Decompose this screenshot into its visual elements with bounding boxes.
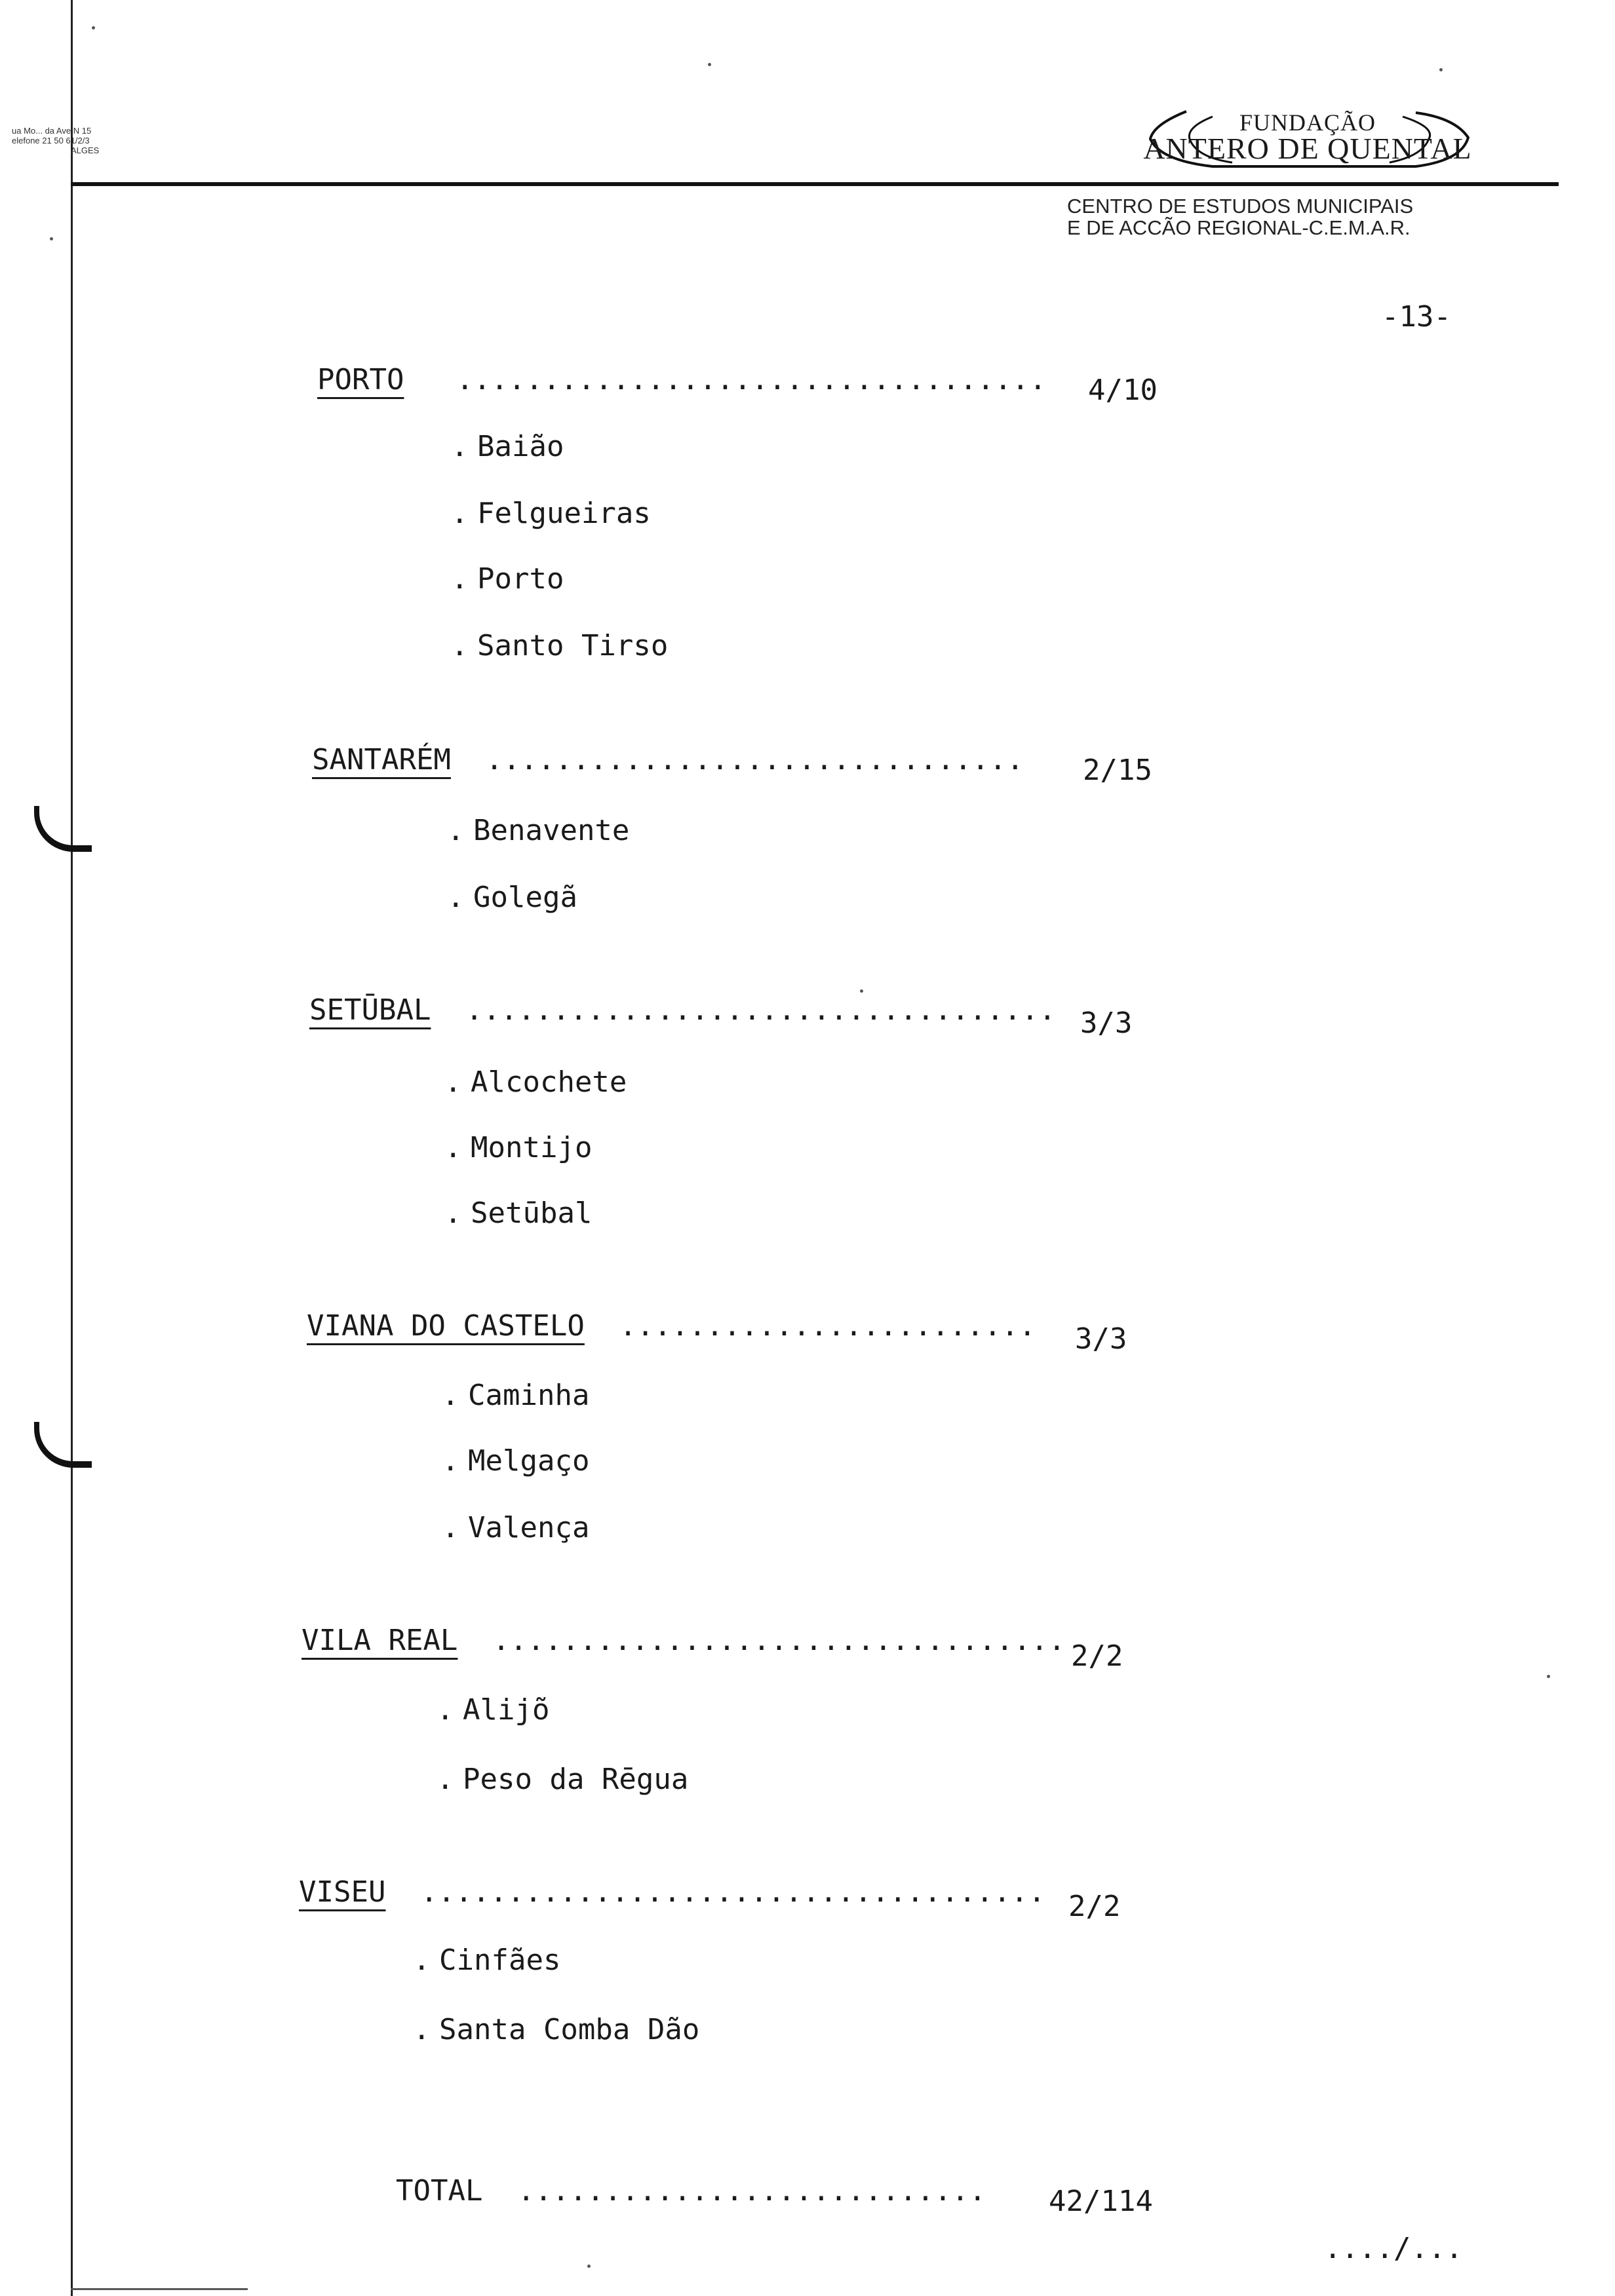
- municipality-item: . Felgueiras: [451, 497, 651, 530]
- municipality-name: Santo Tirso: [477, 629, 669, 662]
- district-heading: [302, 1624, 1066, 1657]
- dot-leader: ....................................: [420, 1875, 1046, 1909]
- municipality-item: . Setūbal: [444, 1196, 593, 1230]
- municipality-name: Cinfães: [439, 1943, 561, 1977]
- municipality-name: Caminha: [468, 1379, 590, 1412]
- district-heading: [309, 993, 1056, 1027]
- municipality-item: . Golegã: [447, 881, 577, 914]
- municipality-name: Montijo: [471, 1131, 593, 1164]
- header-rule: [71, 182, 1559, 186]
- municipality-name: Peso da Rēgua: [463, 1763, 689, 1796]
- punch-hole-mark: [34, 806, 92, 852]
- center-name: [1067, 195, 1413, 239]
- district-fraction: 3/3: [1075, 1322, 1127, 1356]
- municipality-item: . Santo Tirso: [451, 629, 669, 662]
- scan-speck: [50, 237, 53, 240]
- district-heading: [307, 1309, 1036, 1343]
- district-fraction: 2/2: [1068, 1890, 1121, 1923]
- town-line: ALGES: [71, 145, 100, 155]
- municipality-item: . Valença: [442, 1511, 590, 1544]
- scan-speck: [708, 63, 711, 66]
- district-name: VILA REAL: [302, 1624, 458, 1657]
- district-fraction: 2/15: [1083, 754, 1152, 787]
- logo-name: ANTERO DE QUENTAL: [1143, 132, 1472, 165]
- page-number: -13-: [1382, 300, 1451, 334]
- dot-leader: .................................: [492, 1624, 1066, 1657]
- center-name-line2: E DE ACCÃO REGIONAL-C.E.M.A.R.: [1067, 216, 1411, 239]
- district-heading: [299, 1875, 1045, 1909]
- municipality-item: . Cinfães: [413, 1943, 561, 1977]
- municipality-name: Felgueiras: [477, 497, 651, 530]
- municipality-name: Alcochete: [471, 1065, 627, 1099]
- municipality-item: . Porto: [451, 562, 564, 596]
- district-fraction: 2/2: [1071, 1639, 1123, 1673]
- municipality-item: . Melgaço: [442, 1444, 590, 1478]
- scan-speck: [1439, 68, 1443, 71]
- punch-hole-mark: [34, 1422, 92, 1468]
- district-heading: [317, 363, 1047, 396]
- municipality-name: Baião: [477, 430, 564, 463]
- foundation-logo: [1140, 98, 1475, 177]
- municipality-item: . Montijo: [444, 1131, 593, 1164]
- municipality-item: . Caminha: [442, 1379, 590, 1412]
- municipality-item: . Baião: [451, 430, 564, 463]
- total-value: 42/114: [1049, 2185, 1153, 2218]
- municipality-name: Santa Comba Dão: [439, 2013, 700, 2046]
- dot-leader: ...........................: [517, 2174, 986, 2208]
- scan-speck: [92, 26, 95, 29]
- district-name: VISEU: [299, 1875, 386, 1909]
- dot-leader: ..................................: [456, 363, 1047, 396]
- scan-speck: [1547, 1675, 1550, 1678]
- municipality-item: . Alijõ: [437, 1693, 550, 1727]
- municipality-name: Setūbal: [471, 1196, 593, 1230]
- address-line: ua Mo... da Ave N 15: [12, 126, 92, 136]
- district-name: PORTO: [317, 363, 404, 396]
- municipality-name: Melgaço: [468, 1444, 590, 1478]
- total-label: TOTAL: [396, 2174, 483, 2208]
- district-fraction: 4/10: [1088, 373, 1158, 407]
- district-name: SETŪBAL: [309, 993, 431, 1027]
- district-name: VIANA DO CASTELO: [307, 1309, 585, 1343]
- municipality-name: Golegã: [473, 881, 577, 914]
- dot-leader: ........................: [619, 1309, 1036, 1343]
- continuation-mark: ..../...: [1324, 2232, 1463, 2265]
- municipality-item: . Santa Comba Dão: [413, 2013, 700, 2046]
- dot-leader: ..................................: [465, 993, 1057, 1027]
- dot-leader: ...............................: [485, 743, 1024, 776]
- center-name-line1: CENTRO DE ESTUDOS MUNICIPAIS: [1067, 195, 1414, 218]
- logo-foundation-word: FUNDAÇÃO: [1239, 109, 1376, 136]
- municipality-item: . Benavente: [447, 814, 630, 847]
- footer-rule: [71, 2288, 248, 2290]
- municipality-name: Alijõ: [463, 1693, 550, 1727]
- municipality-name: Valença: [468, 1511, 590, 1544]
- municipality-name: Porto: [477, 562, 564, 596]
- district-heading: [312, 743, 1024, 776]
- scan-speck: [587, 2265, 591, 2268]
- left-margin-rule: [71, 0, 73, 2296]
- letterhead-address: [12, 126, 99, 155]
- municipality-item: . Peso da Rēgua: [437, 1763, 689, 1796]
- district-fraction: 3/3: [1080, 1006, 1133, 1040]
- municipality-item: . Alcochete: [444, 1065, 627, 1099]
- municipality-name: Benavente: [473, 814, 630, 847]
- total-row: [396, 2174, 986, 2208]
- phone-line: elefone 21 50 61/2/3: [12, 136, 90, 145]
- district-name: SANTARÉM: [312, 743, 451, 776]
- scan-speck: [860, 989, 863, 993]
